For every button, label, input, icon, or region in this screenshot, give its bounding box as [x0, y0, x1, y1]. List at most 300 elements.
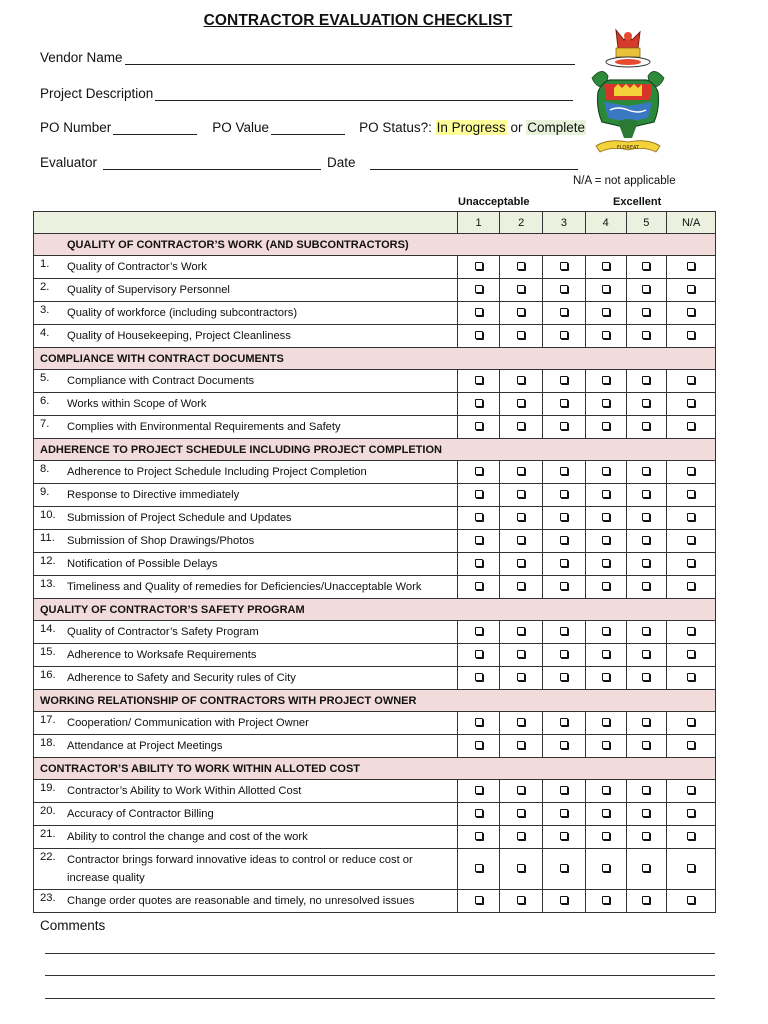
rating-cell — [667, 735, 716, 758]
rating-checkbox-3[interactable] — [560, 467, 568, 475]
question-number: 17. — [40, 714, 56, 726]
rating-cell — [667, 644, 716, 667]
section-title: ADHERENCE TO PROJECT SCHEDULE INCLUDING PROJECT COMPLETION — [34, 439, 716, 461]
rating-checkbox-2[interactable] — [517, 467, 525, 475]
rating-checkbox-2[interactable] — [517, 809, 525, 817]
rating-checkbox-4[interactable] — [602, 650, 610, 658]
rating-checkbox-1[interactable] — [475, 399, 483, 407]
rating-checkbox-1[interactable] — [475, 262, 483, 270]
rating-checkbox-5[interactable] — [642, 467, 650, 475]
rating-checkbox-2[interactable] — [517, 536, 525, 544]
rating-checkbox-3[interactable] — [560, 673, 568, 681]
rating-cell — [667, 803, 716, 826]
question-row — [34, 621, 716, 644]
question-cell — [34, 484, 458, 507]
question-row — [34, 393, 716, 416]
rating-cell — [626, 826, 667, 849]
rating-checkbox-3[interactable] — [560, 536, 568, 544]
question-cell — [34, 644, 458, 667]
rating-checkbox-na[interactable] — [687, 864, 695, 872]
question-number: 1. — [40, 258, 50, 270]
rating-cell — [543, 803, 586, 826]
question-number: 15. — [40, 646, 56, 658]
rating-checkbox-4[interactable] — [602, 331, 610, 339]
rating-checkbox-5[interactable] — [642, 809, 650, 817]
rating-checkbox-4[interactable] — [602, 422, 610, 430]
rating-cell — [457, 553, 500, 576]
rating-checkbox-3[interactable] — [560, 559, 568, 567]
rating-checkbox-2[interactable] — [517, 832, 525, 840]
rating-checkbox-5[interactable] — [642, 490, 650, 498]
rating-checkbox-5[interactable] — [642, 331, 650, 339]
rating-checkbox-na[interactable] — [687, 513, 695, 521]
rating-cell — [500, 507, 543, 530]
rating-cell — [457, 803, 500, 826]
rating-cell — [543, 256, 586, 279]
rating-checkbox-1[interactable] — [475, 809, 483, 817]
rating-checkbox-na[interactable] — [687, 741, 695, 749]
rating-checkbox-5[interactable] — [642, 673, 650, 681]
page-title: CONTRACTOR EVALUATION CHECKLIST — [203, 12, 513, 29]
section-title: WORKING RELATIONSHIP OF CONTRACTORS WITH PROJECT OWNER — [34, 690, 716, 712]
rating-checkbox-2[interactable] — [517, 741, 525, 749]
rating-checkbox-2[interactable] — [517, 718, 525, 726]
question-text: Accuracy of Contractor Billing — [67, 808, 214, 820]
comments-line[interactable] — [45, 975, 715, 976]
rating-checkbox-4[interactable] — [602, 308, 610, 316]
question-number: 5. — [40, 372, 50, 384]
rating-checkbox-3[interactable] — [560, 786, 568, 794]
po-value-field[interactable] — [271, 121, 345, 135]
rating-cell — [543, 667, 586, 690]
column-header: N/A — [667, 212, 716, 234]
column-header: 3 — [543, 212, 586, 234]
rating-checkbox-5[interactable] — [642, 285, 650, 293]
rating-checkbox-5[interactable] — [642, 741, 650, 749]
scale-high-label: Excellent — [613, 196, 662, 208]
rating-checkbox-na[interactable] — [687, 467, 695, 475]
rating-cell — [500, 279, 543, 302]
rating-cell — [667, 279, 716, 302]
rating-checkbox-2[interactable] — [517, 308, 525, 316]
rating-cell — [626, 644, 667, 667]
rating-cell — [626, 530, 667, 553]
rating-checkbox-3[interactable] — [560, 627, 568, 635]
rating-checkbox-5[interactable] — [642, 262, 650, 270]
rating-checkbox-4[interactable] — [602, 832, 610, 840]
rating-checkbox-na[interactable] — [687, 896, 695, 904]
rating-checkbox-1[interactable] — [475, 741, 483, 749]
question-text: Contractor brings forward innovative ideas to control or reduce cost or increase quality — [67, 854, 413, 884]
rating-checkbox-na[interactable] — [687, 718, 695, 726]
question-text: Adherence to Safety and Security rules of City — [67, 672, 296, 684]
rating-cell — [457, 507, 500, 530]
rating-checkbox-4[interactable] — [602, 285, 610, 293]
question-text: Quality of Supervisory Personnel — [67, 284, 230, 296]
question-row — [34, 576, 716, 599]
rating-checkbox-4[interactable] — [602, 490, 610, 498]
rating-checkbox-2[interactable] — [517, 864, 525, 872]
rating-checkbox-na[interactable] — [687, 832, 695, 840]
rating-checkbox-1[interactable] — [475, 582, 483, 590]
question-text: Complies with Environmental Requirements and Safety — [67, 421, 341, 433]
rating-checkbox-4[interactable] — [602, 741, 610, 749]
rating-checkbox-5[interactable] — [642, 627, 650, 635]
section-header-row — [34, 599, 716, 621]
rating-cell — [543, 507, 586, 530]
rating-checkbox-2[interactable] — [517, 582, 525, 590]
rating-checkbox-2[interactable] — [517, 896, 525, 904]
rating-checkbox-5[interactable] — [642, 718, 650, 726]
crest-motto: FLOREAT — [616, 145, 640, 151]
rating-cell — [543, 461, 586, 484]
rating-checkbox-4[interactable] — [602, 513, 610, 521]
rating-checkbox-na[interactable] — [687, 262, 695, 270]
question-text: Adherence to Project Schedule Including Project Completion — [67, 466, 367, 478]
rating-checkbox-2[interactable] — [517, 786, 525, 794]
question-text: Submission of Shop Drawings/Photos — [67, 535, 255, 547]
rating-checkbox-4[interactable] — [602, 627, 610, 635]
rating-checkbox-3[interactable] — [560, 809, 568, 817]
rating-checkbox-na[interactable] — [687, 285, 695, 293]
question-row — [34, 279, 716, 302]
rating-checkbox-1[interactable] — [475, 513, 483, 521]
question-cell — [34, 890, 458, 913]
rating-checkbox-na[interactable] — [687, 490, 695, 498]
rating-checkbox-4[interactable] — [602, 582, 610, 590]
question-number: 19. — [40, 782, 56, 794]
question-number: 21. — [40, 828, 56, 840]
rating-checkbox-4[interactable] — [602, 718, 610, 726]
question-row — [34, 667, 716, 690]
rating-checkbox-1[interactable] — [475, 673, 483, 681]
rating-checkbox-2[interactable] — [517, 262, 525, 270]
rating-cell — [500, 256, 543, 279]
rating-cell — [457, 621, 500, 644]
rating-checkbox-na[interactable] — [687, 331, 695, 339]
section-title: QUALITY OF CONTRACTOR’S SAFETY PROGRAM — [34, 599, 716, 621]
rating-checkbox-5[interactable] — [642, 376, 650, 384]
section-header-row — [34, 234, 716, 256]
rating-cell — [500, 393, 543, 416]
rating-checkbox-1[interactable] — [475, 490, 483, 498]
rating-checkbox-4[interactable] — [602, 864, 610, 872]
rating-checkbox-2[interactable] — [517, 399, 525, 407]
date-field[interactable] — [370, 156, 578, 170]
rating-checkbox-5[interactable] — [642, 536, 650, 544]
scale-low-label: Unacceptable — [458, 196, 530, 208]
question-number: 8. — [40, 463, 50, 475]
question-number: 12. — [40, 555, 56, 567]
rating-checkbox-1[interactable] — [475, 718, 483, 726]
rating-checkbox-1[interactable] — [475, 559, 483, 567]
question-row — [34, 735, 716, 758]
question-number: 14. — [40, 623, 56, 635]
rating-checkbox-3[interactable] — [560, 399, 568, 407]
question-cell — [34, 667, 458, 690]
rating-checkbox-na[interactable] — [687, 536, 695, 544]
rating-checkbox-3[interactable] — [560, 376, 568, 384]
rating-checkbox-3[interactable] — [560, 896, 568, 904]
project-description-label: Project Description — [40, 86, 154, 101]
rating-checkbox-2[interactable] — [517, 673, 525, 681]
rating-checkbox-2[interactable] — [517, 376, 525, 384]
rating-cell — [585, 416, 626, 439]
header-blank-cell — [34, 212, 458, 234]
section-header-row — [34, 690, 716, 712]
rating-cell — [543, 302, 586, 325]
rating-checkbox-3[interactable] — [560, 864, 568, 872]
rating-cell — [626, 256, 667, 279]
question-number: 3. — [40, 304, 50, 316]
rating-cell — [626, 780, 667, 803]
question-text: Submission of Project Schedule and Updates — [67, 512, 292, 524]
question-text: Timeliness and Quality of remedies for Deficiencies/Unacceptable Work — [67, 581, 422, 593]
question-row — [34, 826, 716, 849]
rating-checkbox-4[interactable] — [602, 376, 610, 384]
rating-checkbox-3[interactable] — [560, 262, 568, 270]
rating-cell — [667, 890, 716, 913]
rating-checkbox-3[interactable] — [560, 422, 568, 430]
question-number: 22. — [40, 851, 56, 863]
question-text: Adherence to Worksafe Requirements — [67, 649, 257, 661]
evaluator-field[interactable] — [103, 156, 321, 170]
question-cell — [34, 256, 458, 279]
rating-cell — [457, 826, 500, 849]
question-row — [34, 644, 716, 667]
rating-checkbox-5[interactable] — [642, 582, 650, 590]
rating-cell — [457, 325, 500, 348]
rating-checkbox-3[interactable] — [560, 490, 568, 498]
rating-cell — [500, 576, 543, 599]
rating-checkbox-4[interactable] — [602, 536, 610, 544]
project-description-field[interactable] — [155, 87, 573, 101]
rating-checkbox-1[interactable] — [475, 627, 483, 635]
rating-checkbox-5[interactable] — [642, 832, 650, 840]
rating-checkbox-na[interactable] — [687, 422, 695, 430]
rating-checkbox-5[interactable] — [642, 422, 650, 430]
rating-checkbox-3[interactable] — [560, 513, 568, 521]
question-cell — [34, 461, 458, 484]
rating-checkbox-4[interactable] — [602, 809, 610, 817]
rating-checkbox-5[interactable] — [642, 308, 650, 316]
rating-cell — [543, 553, 586, 576]
rating-checkbox-4[interactable] — [602, 559, 610, 567]
rating-cell — [667, 325, 716, 348]
rating-cell — [626, 393, 667, 416]
comments-line[interactable] — [45, 998, 715, 999]
rating-checkbox-3[interactable] — [560, 285, 568, 293]
rating-checkbox-2[interactable] — [517, 650, 525, 658]
rating-cell — [667, 484, 716, 507]
rating-cell — [626, 553, 667, 576]
rating-checkbox-na[interactable] — [687, 399, 695, 407]
rating-cell — [543, 484, 586, 507]
question-text: Compliance with Contract Documents — [67, 375, 255, 387]
rating-checkbox-1[interactable] — [475, 376, 483, 384]
rating-cell — [667, 553, 716, 576]
rating-checkbox-na[interactable] — [687, 809, 695, 817]
rating-checkbox-4[interactable] — [602, 262, 610, 270]
rating-checkbox-1[interactable] — [475, 864, 483, 872]
rating-cell — [626, 507, 667, 530]
rating-checkbox-na[interactable] — [687, 376, 695, 384]
rating-cell — [585, 484, 626, 507]
rating-cell — [543, 393, 586, 416]
rating-checkbox-2[interactable] — [517, 559, 525, 567]
rating-checkbox-3[interactable] — [560, 741, 568, 749]
rating-checkbox-2[interactable] — [517, 513, 525, 521]
rating-checkbox-5[interactable] — [642, 559, 650, 567]
rating-cell — [585, 325, 626, 348]
question-text: Cooperation/ Communication with Project Owner — [67, 717, 309, 729]
date-label: Date — [327, 155, 356, 170]
rating-cell — [500, 621, 543, 644]
vendor-name-row — [40, 50, 575, 65]
rating-checkbox-5[interactable] — [642, 864, 650, 872]
rating-cell — [457, 393, 500, 416]
rating-checkbox-3[interactable] — [560, 331, 568, 339]
question-row — [34, 256, 716, 279]
rating-checkbox-1[interactable] — [475, 285, 483, 293]
rating-cell — [585, 803, 626, 826]
rating-checkbox-1[interactable] — [475, 308, 483, 316]
rating-cell — [585, 393, 626, 416]
rating-checkbox-na[interactable] — [687, 650, 695, 658]
rating-checkbox-5[interactable] — [642, 896, 650, 904]
rating-cell — [457, 370, 500, 393]
rating-cell — [457, 484, 500, 507]
rating-checkbox-1[interactable] — [475, 536, 483, 544]
question-text: Quality of Housekeeping, Project Cleanliness — [67, 330, 291, 342]
rating-checkbox-3[interactable] — [560, 308, 568, 316]
po-number-field[interactable] — [113, 121, 197, 135]
question-cell — [34, 826, 458, 849]
rating-cell — [457, 890, 500, 913]
rating-checkbox-2[interactable] — [517, 331, 525, 339]
question-number: 16. — [40, 669, 56, 681]
question-row — [34, 712, 716, 735]
comments-line[interactable] — [45, 953, 715, 954]
question-cell — [34, 507, 458, 530]
rating-checkbox-1[interactable] — [475, 896, 483, 904]
rating-checkbox-1[interactable] — [475, 832, 483, 840]
rating-cell — [543, 530, 586, 553]
project-description-row — [40, 86, 573, 101]
rating-checkbox-4[interactable] — [602, 467, 610, 475]
rating-checkbox-3[interactable] — [560, 718, 568, 726]
question-cell — [34, 279, 458, 302]
question-cell — [34, 735, 458, 758]
rating-checkbox-5[interactable] — [642, 650, 650, 658]
po-status-label: PO Status?: — [359, 120, 432, 135]
rating-cell — [457, 667, 500, 690]
rating-cell — [457, 849, 500, 890]
rating-checkbox-1[interactable] — [475, 331, 483, 339]
rating-cell — [626, 302, 667, 325]
column-header: 4 — [585, 212, 626, 234]
rating-cell — [626, 621, 667, 644]
rating-checkbox-1[interactable] — [475, 786, 483, 794]
question-row — [34, 325, 716, 348]
status-or-text: or — [510, 120, 523, 135]
question-row — [34, 370, 716, 393]
rating-checkbox-1[interactable] — [475, 422, 483, 430]
question-number: 18. — [40, 737, 56, 749]
rating-cell — [543, 370, 586, 393]
rating-checkbox-na[interactable] — [687, 786, 695, 794]
rating-cell — [626, 484, 667, 507]
question-number: 20. — [40, 805, 56, 817]
rating-cell — [500, 530, 543, 553]
rating-checkbox-1[interactable] — [475, 650, 483, 658]
rating-cell — [500, 849, 543, 890]
vendor-name-field[interactable] — [125, 51, 575, 65]
rating-cell — [543, 826, 586, 849]
rating-checkbox-4[interactable] — [602, 673, 610, 681]
rating-cell — [500, 370, 543, 393]
rating-checkbox-2[interactable] — [517, 422, 525, 430]
section-title: COMPLIANCE WITH CONTRACT DOCUMENTS — [34, 348, 716, 370]
rating-cell — [667, 712, 716, 735]
rating-cell — [500, 780, 543, 803]
rating-checkbox-2[interactable] — [517, 285, 525, 293]
rating-checkbox-4[interactable] — [602, 399, 610, 407]
rating-cell — [500, 484, 543, 507]
rating-checkbox-na[interactable] — [687, 673, 695, 681]
section-title: CONTRACTOR’S ABILITY TO WORK WITHIN ALLOTED COST — [34, 758, 716, 780]
question-number: 4. — [40, 327, 50, 339]
rating-cell — [585, 507, 626, 530]
rating-checkbox-2[interactable] — [517, 627, 525, 635]
rating-checkbox-na[interactable] — [687, 308, 695, 316]
rating-checkbox-3[interactable] — [560, 832, 568, 840]
status-complete-option[interactable]: Complete — [527, 120, 585, 135]
rating-cell — [626, 712, 667, 735]
rating-checkbox-2[interactable] — [517, 490, 525, 498]
rating-cell — [626, 416, 667, 439]
column-header: 2 — [500, 212, 543, 234]
question-text: Contractor’s Ability to Work Within Allotted Cost — [67, 785, 302, 797]
header-row — [34, 212, 716, 234]
rating-cell — [457, 576, 500, 599]
rating-checkbox-1[interactable] — [475, 467, 483, 475]
question-text: Quality of Contractor’s Safety Program — [67, 626, 259, 638]
rating-checkbox-na[interactable] — [687, 559, 695, 567]
rating-cell — [585, 621, 626, 644]
question-cell — [34, 553, 458, 576]
rating-cell — [500, 325, 543, 348]
status-in-progress-option[interactable]: In Progress — [436, 120, 506, 135]
rating-checkbox-na[interactable] — [687, 627, 695, 635]
rating-checkbox-3[interactable] — [560, 582, 568, 590]
rating-cell — [457, 644, 500, 667]
rating-checkbox-3[interactable] — [560, 650, 568, 658]
question-cell — [34, 302, 458, 325]
rating-cell — [543, 644, 586, 667]
rating-checkbox-5[interactable] — [642, 786, 650, 794]
comments-label: Comments — [40, 918, 106, 933]
question-number: 6. — [40, 395, 50, 407]
rating-checkbox-4[interactable] — [602, 896, 610, 904]
rating-checkbox-na[interactable] — [687, 582, 695, 590]
rating-cell — [667, 667, 716, 690]
rating-cell — [667, 256, 716, 279]
rating-checkbox-4[interactable] — [602, 786, 610, 794]
rating-cell — [585, 780, 626, 803]
rating-checkbox-5[interactable] — [642, 399, 650, 407]
rating-checkbox-5[interactable] — [642, 513, 650, 521]
